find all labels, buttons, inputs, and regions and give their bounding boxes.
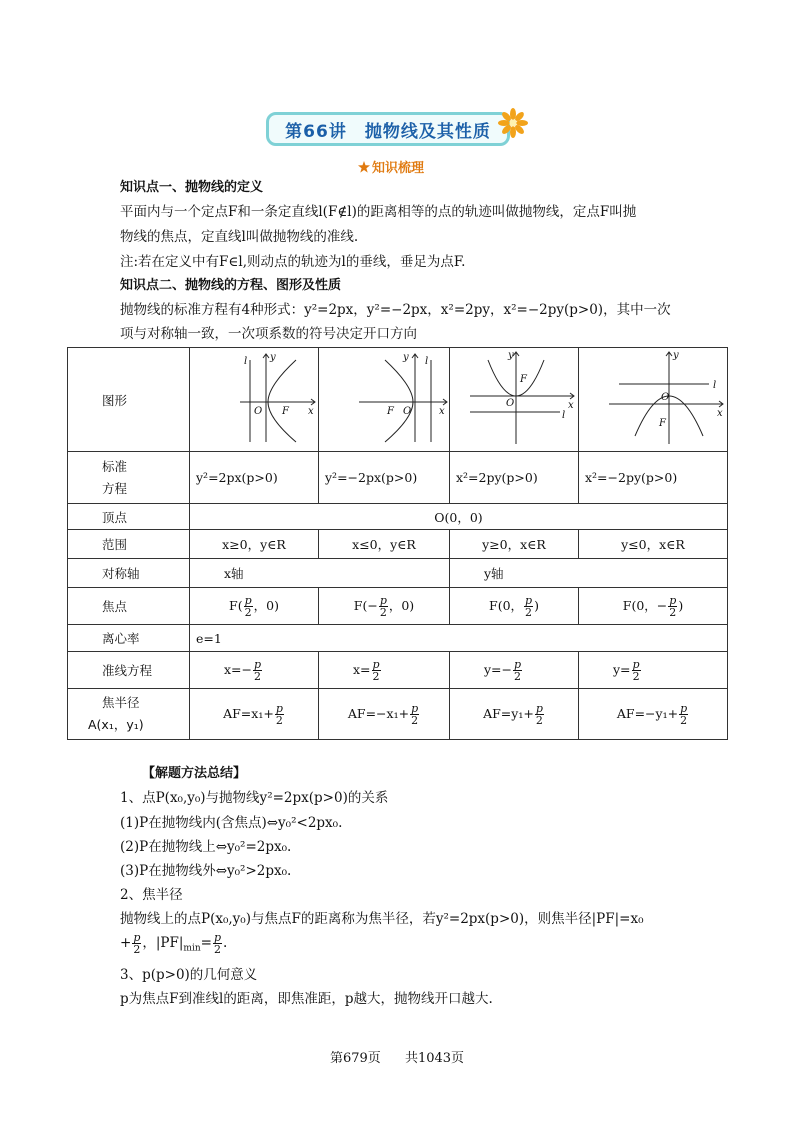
graph-4-y-label: y <box>673 350 679 361</box>
fraction-denominator: 2 <box>275 713 283 727</box>
lesson-title: 第66讲 抛物线及其性质 <box>285 121 491 142</box>
fraction-numerator: p <box>275 701 283 715</box>
fraction-numerator: p <box>213 931 221 944</box>
focus-text: F(0，− <box>622 597 668 613</box>
focus-text: ，0) <box>388 597 415 613</box>
axis-cell-y: y轴 <box>450 559 728 588</box>
fraction-numerator: p <box>669 593 677 607</box>
page-total: 共1043页 <box>404 1051 465 1066</box>
summary-text: + <box>120 935 132 951</box>
focus-text: ，0) <box>253 597 279 613</box>
fraction-denominator: 2 <box>379 605 387 619</box>
fraction <box>513 659 522 682</box>
focus-text: ) <box>678 597 684 613</box>
summary-item-2b <box>120 932 227 960</box>
directrix-cell <box>319 652 450 689</box>
radius-text: AF=−x₁+ <box>347 705 410 721</box>
table-row <box>68 559 728 588</box>
row-label-eccentricity: 离心率 <box>68 625 190 652</box>
summary-text: = <box>200 935 212 951</box>
focus-cell <box>579 588 728 625</box>
graph-4-l-label: l <box>713 380 717 391</box>
directrix-cell <box>450 652 579 689</box>
row-label-focus: 焦点 <box>68 588 190 625</box>
table-row <box>68 504 728 530</box>
fraction <box>244 595 253 618</box>
graph-cell-3 <box>450 348 579 452</box>
radius-text: AF=x₁+ <box>223 705 274 721</box>
knowledge-1-line-1: 平面内与一个定点F和一条定直线l(F∉l)的距离相等的点的轨迹叫做抛物线，定点F叫抛 <box>120 204 637 220</box>
fraction-denominator: 2 <box>632 669 640 683</box>
fraction-numerator: p <box>244 593 252 607</box>
focus-text: F(0， <box>489 597 524 613</box>
focus-text: F( <box>229 597 243 613</box>
summary-item-1c: (3)P在抛物线外⇔y₀²>2px₀. <box>120 863 292 879</box>
fraction-numerator: p <box>632 657 640 671</box>
fraction-numerator: p <box>372 657 380 671</box>
graph-1-f-label: F <box>282 406 289 417</box>
fraction-denominator: 2 <box>254 669 262 683</box>
fraction <box>632 659 641 682</box>
table-row <box>68 652 728 689</box>
graph-2-y-label: y <box>403 352 409 363</box>
graph-down-opening <box>579 348 727 448</box>
graph-2-x-label: x <box>439 406 445 417</box>
summary-subscript: min <box>183 943 201 954</box>
table-row <box>68 588 728 625</box>
fraction-numerator: p <box>379 593 387 607</box>
knowledge-2-line-1: 抛物线的标准方程有4种形式：y²=2px，y²=−2px，x²=2py，x²=−2py(p>0)，其中一次 <box>120 302 671 318</box>
fraction <box>253 659 262 682</box>
fraction <box>372 659 381 682</box>
summary-item-2a: 抛物线上的点P(x₀,y₀)与焦点F的距离称为焦半径，若y²=2px(p>0)，则焦半径|PF|=x₀ <box>120 911 644 927</box>
fraction <box>410 703 419 726</box>
equation-cell: y²=−2px(p>0) <box>319 452 450 504</box>
fraction-denominator: 2 <box>680 713 688 727</box>
axis-cell-x: x轴 <box>190 559 450 588</box>
knowledge-2-title: 知识点二、抛物线的方程、图形及性质 <box>120 278 342 293</box>
fraction-numerator: p <box>525 593 533 607</box>
graph-4-f-label: F <box>659 418 666 429</box>
table-row <box>68 625 728 652</box>
equation-cell: y²=2px(p>0) <box>190 452 319 504</box>
graph-up-opening <box>450 348 578 448</box>
fraction <box>379 595 388 618</box>
graph-3-o-label: O <box>506 398 515 409</box>
summary-item-3: 3、p(p>0)的几何意义 <box>120 967 258 983</box>
directrix-text: y=− <box>484 661 513 677</box>
row-label-equation-1: 标准 <box>102 458 128 474</box>
row-label-vertex: 顶点 <box>68 504 190 530</box>
fraction-numerator: p <box>680 701 688 715</box>
summary-item-1a: (1)P在抛物线内(含焦点)⇔y₀²<2px₀. <box>120 815 343 831</box>
focus-text: F(− <box>353 597 378 613</box>
row-label-equation <box>68 452 190 504</box>
fraction <box>524 595 533 618</box>
range-cell: x≥0，y∈R <box>190 530 319 559</box>
fraction-denominator: 2 <box>514 669 522 683</box>
focus-text: ) <box>534 597 539 613</box>
fraction-denominator: 2 <box>244 605 252 619</box>
fraction <box>535 703 544 726</box>
page-footer <box>0 1047 794 1066</box>
fraction-numerator: p <box>411 701 419 715</box>
fraction-denominator: 2 <box>411 713 419 727</box>
fraction-numerator: p <box>133 931 141 944</box>
fraction <box>668 595 677 618</box>
radius-text: AF=−y₁+ <box>616 705 679 721</box>
parabola-properties-table <box>67 347 728 740</box>
table-row <box>68 689 728 740</box>
fraction-numerator: p <box>254 657 262 671</box>
radius-text: AF=y₁+ <box>483 705 534 721</box>
directrix-text: x=− <box>224 661 252 677</box>
radius-cell <box>190 689 319 740</box>
row-label-range: 范围 <box>68 530 190 559</box>
focus-cell <box>450 588 579 625</box>
directrix-text: x= <box>353 661 371 677</box>
range-cell: x≤0，y∈R <box>319 530 450 559</box>
row-label-equation-2: 方程 <box>102 480 128 496</box>
range-cell: y≥0，x∈R <box>450 530 579 559</box>
row-label-focal-radius <box>68 689 190 740</box>
row-label-axis: 对称轴 <box>68 559 190 588</box>
graph-1-l-label: l <box>244 356 248 367</box>
focus-cell <box>319 588 450 625</box>
lesson-title-banner <box>266 112 510 146</box>
fraction-denominator: 2 <box>133 943 141 956</box>
directrix-cell <box>579 652 728 689</box>
graph-1-y-label: y <box>270 352 276 363</box>
flower-icon <box>498 108 528 138</box>
page-number: 第679页 <box>329 1051 381 1066</box>
graph-2-f-label: F <box>387 406 394 417</box>
summary-item-1: 1、点P(x₀,y₀)与抛物线y²=2px(p>0)的关系 <box>120 790 389 806</box>
range-cell: y≤0，x∈R <box>579 530 728 559</box>
summary-item-2: 2、焦半径 <box>120 887 183 903</box>
fraction <box>275 703 284 726</box>
eccentricity-cell: e=1 <box>190 625 728 652</box>
equation-cell: x²=−2py(p>0) <box>579 452 728 504</box>
fraction-numerator: p <box>535 701 543 715</box>
graph-cell-4 <box>579 348 728 452</box>
table-row <box>68 530 728 559</box>
graph-1-x-label: x <box>308 406 314 417</box>
summary-item-1b: (2)P在抛物线上⇔y₀²=2px₀. <box>120 839 292 855</box>
fraction-denominator: 2 <box>535 713 543 727</box>
graph-3-y-label: y <box>508 350 514 361</box>
summary-text: . <box>223 935 228 951</box>
row-label-radius-1: 焦半径 <box>102 695 140 710</box>
row-label-directrix: 准线方程 <box>68 652 190 689</box>
graph-cell-1 <box>190 348 319 452</box>
vertex-cell: O(0，0) <box>190 504 728 530</box>
graph-right-opening <box>190 348 318 448</box>
fraction-denominator: 2 <box>525 605 533 619</box>
fraction-denominator: 2 <box>213 943 221 956</box>
star-icon <box>358 161 370 173</box>
fraction <box>679 703 688 726</box>
graph-4-x-label: x <box>717 408 723 419</box>
row-label-figure: 图形 <box>68 348 190 452</box>
graph-1-o-label: O <box>254 406 263 417</box>
row-label-radius-2: A(x₁，y₁) <box>88 717 144 732</box>
summary-item-3a: p为焦点F到准线l的距离，即焦准距，p越大，抛物线开口越大. <box>120 991 493 1007</box>
fraction-denominator: 2 <box>669 605 677 619</box>
section-heading-text: 知识梳理 <box>372 161 425 176</box>
section-heading <box>358 157 424 176</box>
knowledge-1-line-2: 物线的焦点，定直线l叫做抛物线的准线. <box>120 229 359 245</box>
knowledge-1-note: 注:若在定义中有F∈l,则动点的轨迹为l的垂线，垂足为点F. <box>120 254 466 270</box>
graph-2-l-label: l <box>425 356 429 367</box>
graph-3-x-label: x <box>568 400 574 411</box>
focus-cell <box>190 588 319 625</box>
graph-cell-2 <box>319 348 450 452</box>
graph-3-l-label: l <box>562 410 566 421</box>
graph-4-o-label: O <box>661 392 670 403</box>
table-row <box>68 348 728 452</box>
graph-3-f-label: F <box>520 374 527 385</box>
radius-cell <box>579 689 728 740</box>
graph-left-opening <box>319 348 449 448</box>
knowledge-2-line-2: 项与对称轴一致，一次项系数的符号决定开口方向 <box>120 326 417 342</box>
fraction <box>213 932 222 955</box>
directrix-text: y= <box>613 661 631 677</box>
graph-2-o-label: O <box>403 406 412 417</box>
fraction-denominator: 2 <box>372 669 380 683</box>
fraction <box>132 932 141 955</box>
fraction-numerator: p <box>514 657 522 671</box>
directrix-cell <box>190 652 319 689</box>
summary-title: 【解题方法总结】 <box>142 766 247 781</box>
radius-cell <box>450 689 579 740</box>
equation-cell: x²=2py(p>0) <box>450 452 579 504</box>
radius-cell <box>319 689 450 740</box>
table-row <box>68 452 728 504</box>
summary-text: ，|PF| <box>142 935 184 951</box>
knowledge-1-title: 知识点一、抛物线的定义 <box>120 180 264 195</box>
